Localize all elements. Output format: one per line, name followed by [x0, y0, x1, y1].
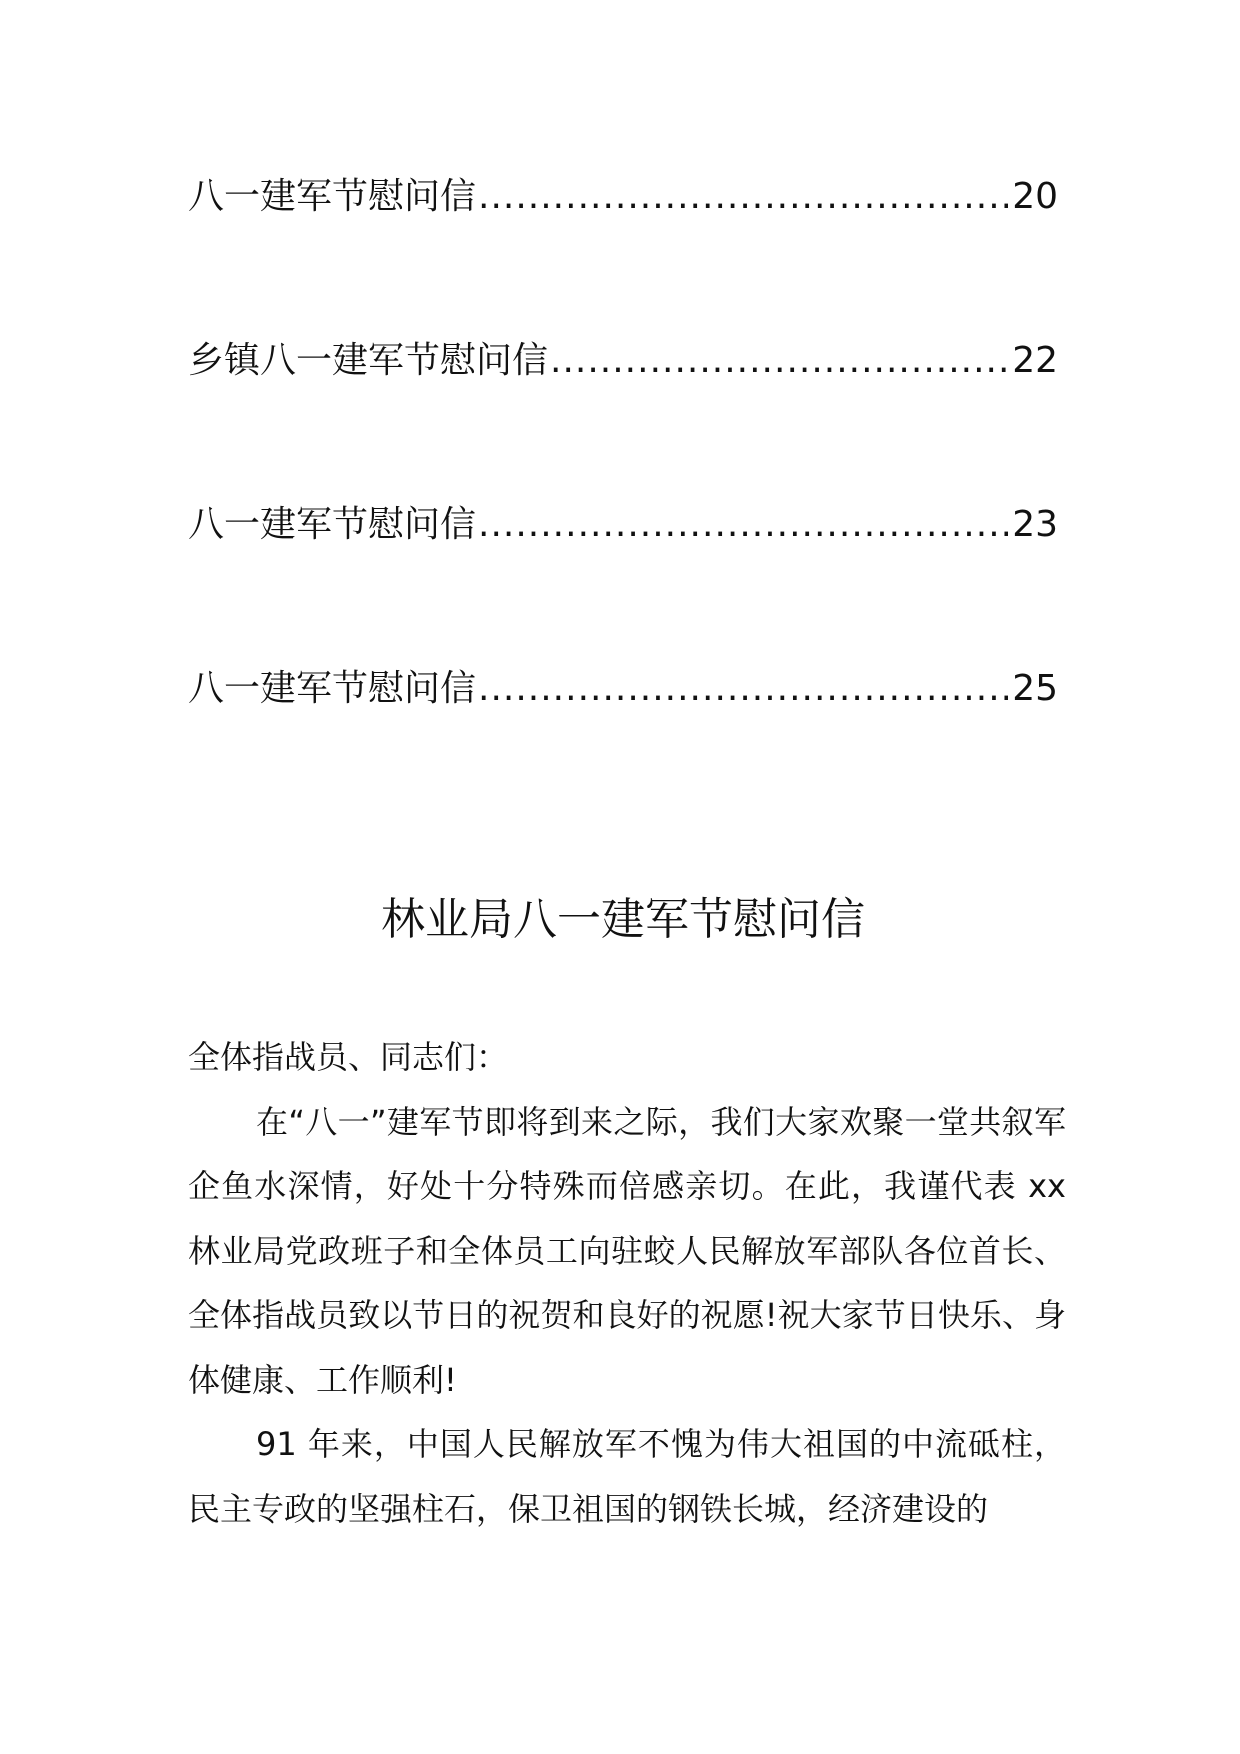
letter-salutation: 全体指战员、同志们： [188, 1038, 509, 1076]
letter-paragraph: 在“八一”建军节即将到来之际，我们大家欢聚一堂共叙军企鱼水深情，好处十分特殊而倍感亲切。在此，我谨代表 xx 林业局党政班子和全体员工向驻蛟人民解放军部队各位首长、全体指战员致以节日的祝贺和良好的祝愿!祝大家节日快乐、身体健康、工作顺利! [188, 1102, 1066, 1399]
toc-dot-leader [478, 657, 1008, 721]
toc-entry-page: 20 [1012, 176, 1058, 217]
letter-paragraph: 91 年来，中国人民解放军不愧为伟大祖国的中流砥柱，民主专政的坚强柱石，保卫祖国的钢铁长城，经济建设的 [188, 1425, 1066, 1528]
toc-entry[interactable] [188, 657, 1058, 821]
toc-dot-leader [478, 493, 1008, 557]
toc-entry-page: 25 [1012, 668, 1058, 709]
toc-entry[interactable] [188, 165, 1058, 329]
letter-title: 林业局八一建军节慰问信 [381, 894, 865, 945]
toc-dot-leader [478, 165, 1008, 229]
toc-entry-title: 八一建军节慰问信 [188, 176, 477, 217]
toc-dot-leader [550, 329, 1008, 393]
toc-entry[interactable] [188, 493, 1058, 657]
toc-entry[interactable] [188, 329, 1058, 493]
toc-entry-page: 23 [1012, 504, 1058, 545]
toc-entry-title: 八一建军节慰问信 [188, 668, 477, 709]
toc-entry-title: 八一建军节慰问信 [188, 504, 477, 545]
table-of-contents [188, 165, 1058, 821]
toc-entry-page: 22 [1012, 340, 1058, 381]
toc-entry-title: 乡镇八一建军节慰问信 [188, 340, 549, 381]
letter-body [188, 1025, 1066, 1541]
